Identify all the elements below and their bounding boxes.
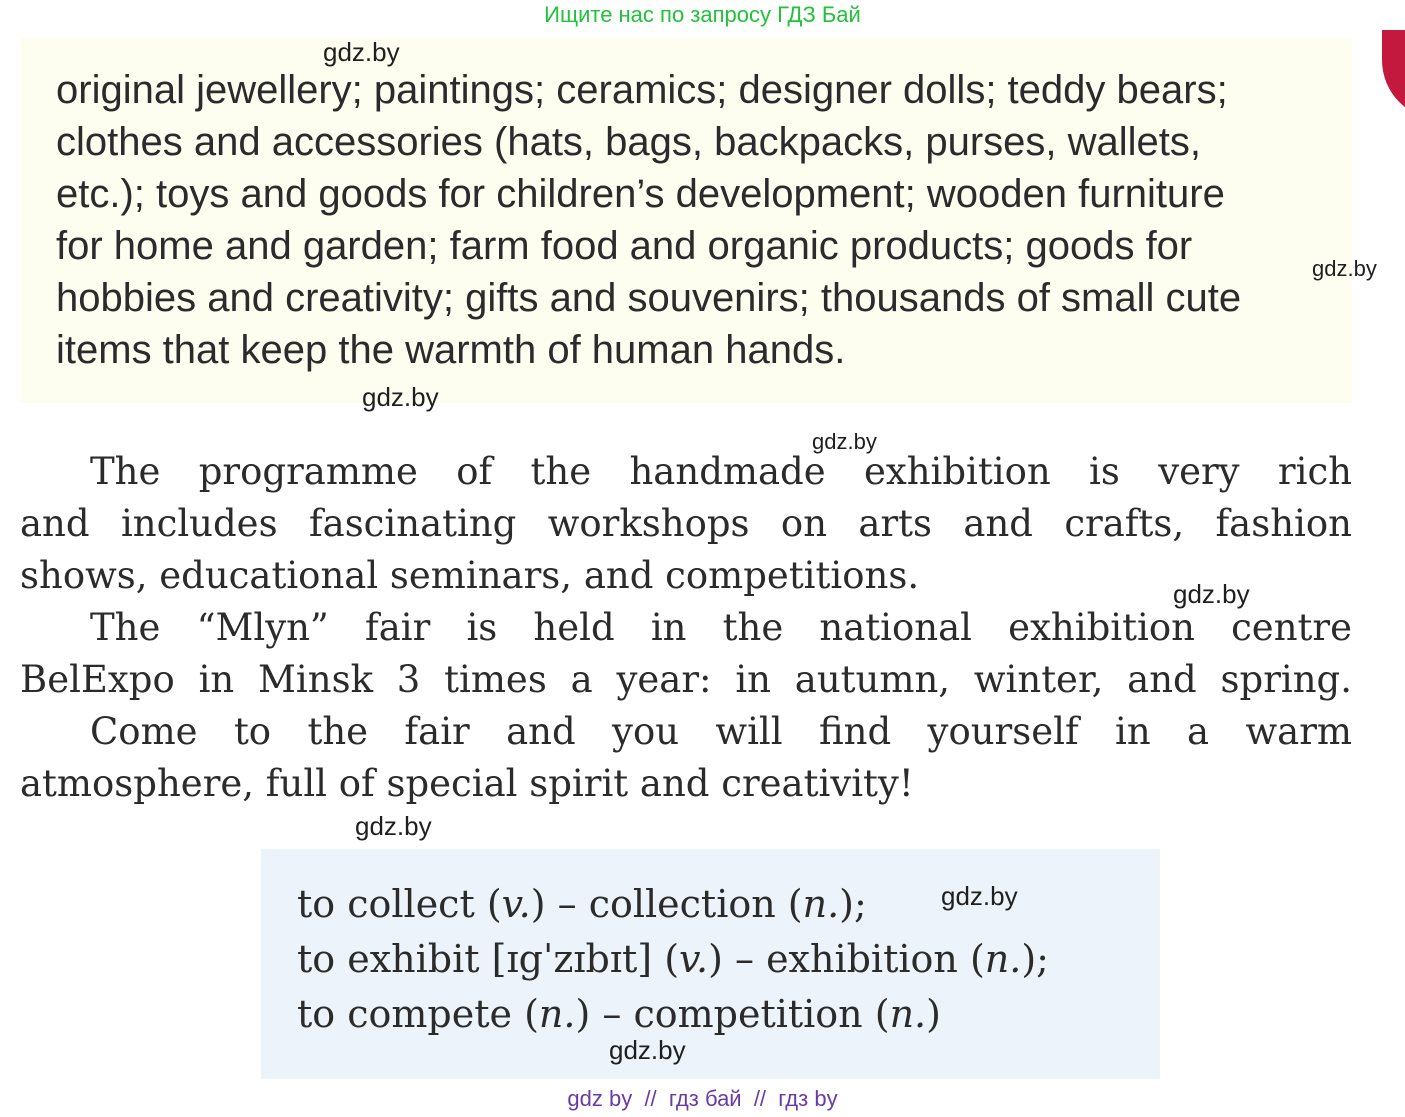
vocab-noun-tag: n. [889,992,927,1036]
footer: gdz by // гдз бай // гдз by [567,1086,838,1111]
body-line: BelExpo in Minsk 3 times a year: in autumn, winter, and spring. [20,658,1352,701]
body-line: atmosphere, full of special spirit and creativity! [20,762,914,805]
list-paragraph [56,64,1318,376]
vocabulary-entry: to compete (n.) – competition (n.) [297,992,941,1036]
vocab-end: ; [1036,937,1049,981]
top-banner: Ищите нас по запросу ГДЗ Бай [544,2,861,27]
watermark: gdz.by [1173,579,1250,609]
body-text [20,446,1352,810]
body-line: The programme of the handmade exhibition is very rich [90,450,1352,493]
vocab-verb-tag: v. [679,937,709,981]
watermark: gdz.by [355,811,432,841]
list-line: original jewellery; paintings; ceramics; designer dolls; teddy bears; [56,68,1228,112]
vocab-end: ; [854,882,867,926]
watermark: gdz.by [323,37,400,67]
vocab-verb: to exhibit [297,937,480,981]
corner-tab [1382,30,1405,120]
vocabulary-entry: to collect (v.) – collection (n.); [297,882,867,926]
vocab-noun-tag: n. [984,937,1022,981]
body-line: The “Mlyn” fair is held in the national exhibition centre [90,606,1352,649]
vocabulary-entry: to exhibit [ɪgˈzɪbɪt] (v.) – exhibition (n.); [297,937,1049,981]
watermark: gdz.by [1312,256,1377,281]
watermark: gdz.by [609,1035,686,1065]
vocab-noun: exhibition [766,937,958,981]
list-line: clothes and accessories (hats, bags, backpacks, purses, wallets, [56,120,1201,164]
list-line: etc.); toys and goods for children’s development; wooden furniture [56,172,1225,216]
list-line: items that keep the warmth of human hands. [56,328,846,372]
watermark: gdz.by [941,881,1018,911]
vocab-verb: to compete [297,992,512,1036]
vocab-transcription: [ɪgˈzɪbɪt] [491,937,653,981]
body-line: shows, educational seminars, and competitions. [20,554,920,597]
vocab-verb-tag: v. [501,882,531,926]
vocabulary-list [297,877,1147,1042]
body-line: Come to the fair and you will find yourself in a warm [90,710,1352,753]
watermark: gdz.by [812,429,877,454]
list-line: for home and garden; farm food and organic products; goods for [56,224,1193,268]
vocab-verb-tag: n. [538,992,576,1036]
vocab-noun: collection [588,882,776,926]
vocab-noun: competition [633,992,863,1036]
watermark: gdz.by [362,382,439,412]
list-line: hobbies and creativity; gifts and souvenirs; thousands of small cute [56,276,1242,320]
body-line: and includes fascinating workshops on arts and crafts, fashion [20,502,1352,545]
vocab-verb: to collect [297,882,475,926]
vocab-noun-tag: n. [802,882,840,926]
